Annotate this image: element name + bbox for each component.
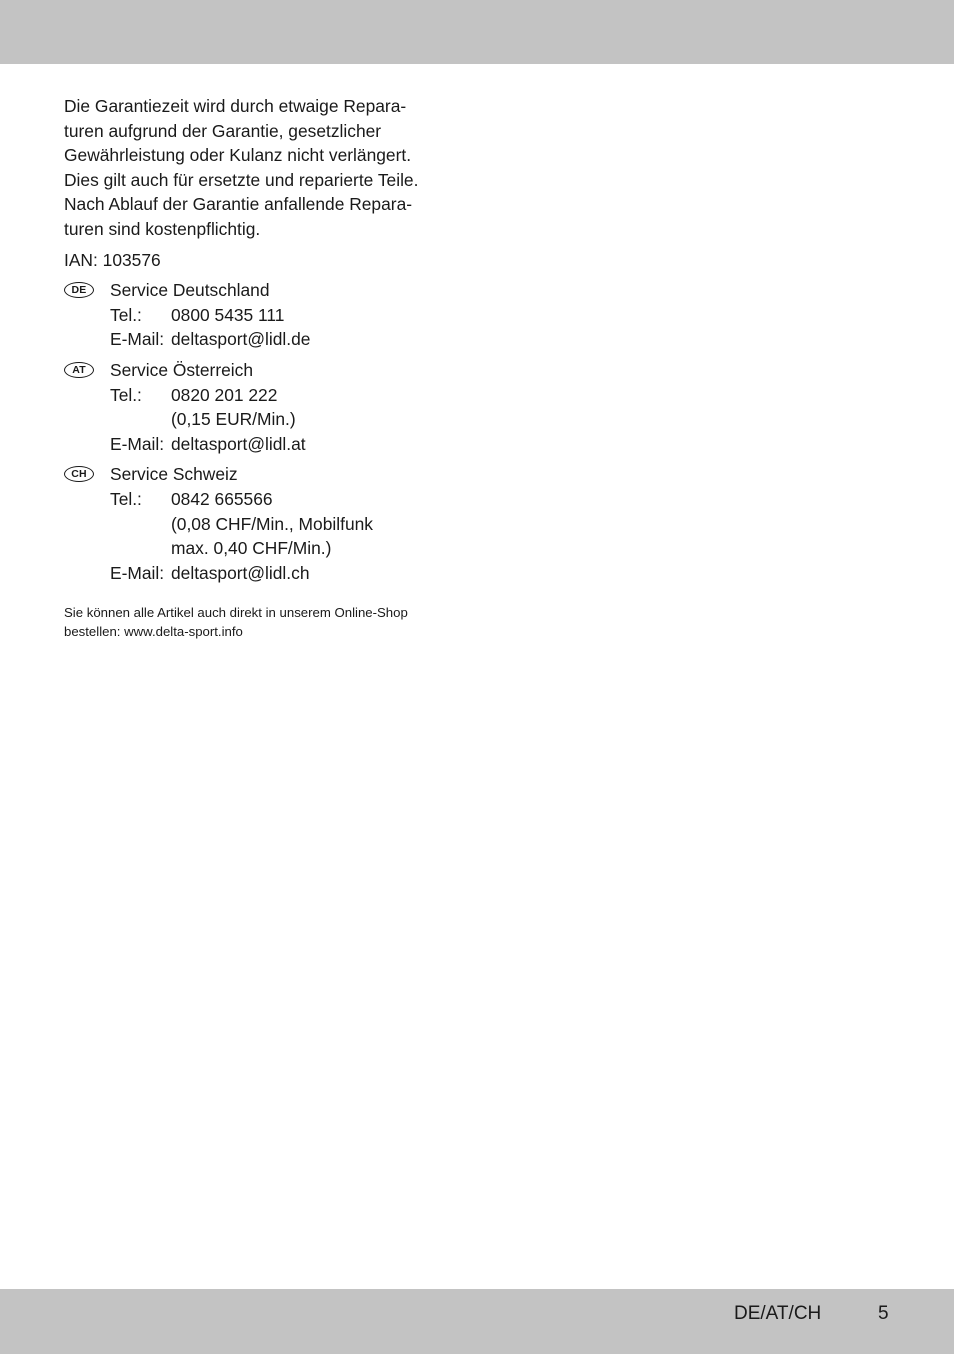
shop-note-line: Sie können alle Artikel auch direkt in unserem Online-Shop <box>64 605 408 620</box>
service-block-at <box>64 358 444 456</box>
email-label: E-Mail: <box>110 433 165 454</box>
warranty-line: Gewährleistung oder Kulanz nicht verlängert. <box>64 145 412 166</box>
email-label: E-Mail: <box>110 562 165 583</box>
warranty-line: turen aufgrund der Garantie, gesetzlicher <box>64 120 382 141</box>
page-content <box>64 94 444 585</box>
warranty-line: turen sind kostenpflichtig. <box>64 218 261 239</box>
service-title: Service Deutschland <box>110 280 270 301</box>
email-address: deltasport@lidl.ch <box>171 562 310 583</box>
ian-number: IAN: 103576 <box>64 249 161 270</box>
warranty-line: Nach Ablauf der Garantie anfallende Repara- <box>64 194 413 215</box>
tel-rate-note: max. 0,40 CHF/Min.) <box>171 538 332 559</box>
tel-rate-note: (0,08 CHF/Min., Mobilfunk <box>171 513 373 534</box>
page-number: 5 <box>878 1303 889 1324</box>
service-title: Service Österreich <box>110 359 254 380</box>
shop-note-line: bestellen: www.delta-sport.info <box>64 624 243 639</box>
service-block-ch <box>64 462 444 585</box>
tel-number: 0820 201 222 <box>171 384 278 405</box>
email-address: deltasport@lidl.de <box>171 329 311 350</box>
tel-label: Tel.: <box>110 304 142 325</box>
email-address: deltasport@lidl.at <box>171 433 306 454</box>
warranty-line: Die Garantiezeit wird durch etwaige Repara- <box>64 96 407 116</box>
country-badge-at-icon: AT <box>64 362 94 378</box>
tel-label: Tel.: <box>110 488 142 509</box>
country-badge-ch-icon: CH <box>64 466 94 482</box>
tel-label: Tel.: <box>110 384 142 405</box>
service-block-de <box>64 278 444 352</box>
warranty-line: Dies gilt auch für ersetzte und reparierte Teile. <box>64 169 419 190</box>
tel-number: 0800 5435 111 <box>171 304 285 325</box>
email-label: E-Mail: <box>110 329 165 350</box>
service-title: Service Schweiz <box>110 464 238 485</box>
footer-languages: DE/AT/CH <box>734 1303 822 1324</box>
tel-rate-note: (0,15 EUR/Min.) <box>171 409 296 430</box>
tel-number: 0842 665566 <box>171 488 273 509</box>
shop-note <box>64 603 464 641</box>
warranty-paragraph <box>64 94 444 242</box>
country-badge-de-icon: DE <box>64 282 94 298</box>
header-bar <box>0 0 954 64</box>
